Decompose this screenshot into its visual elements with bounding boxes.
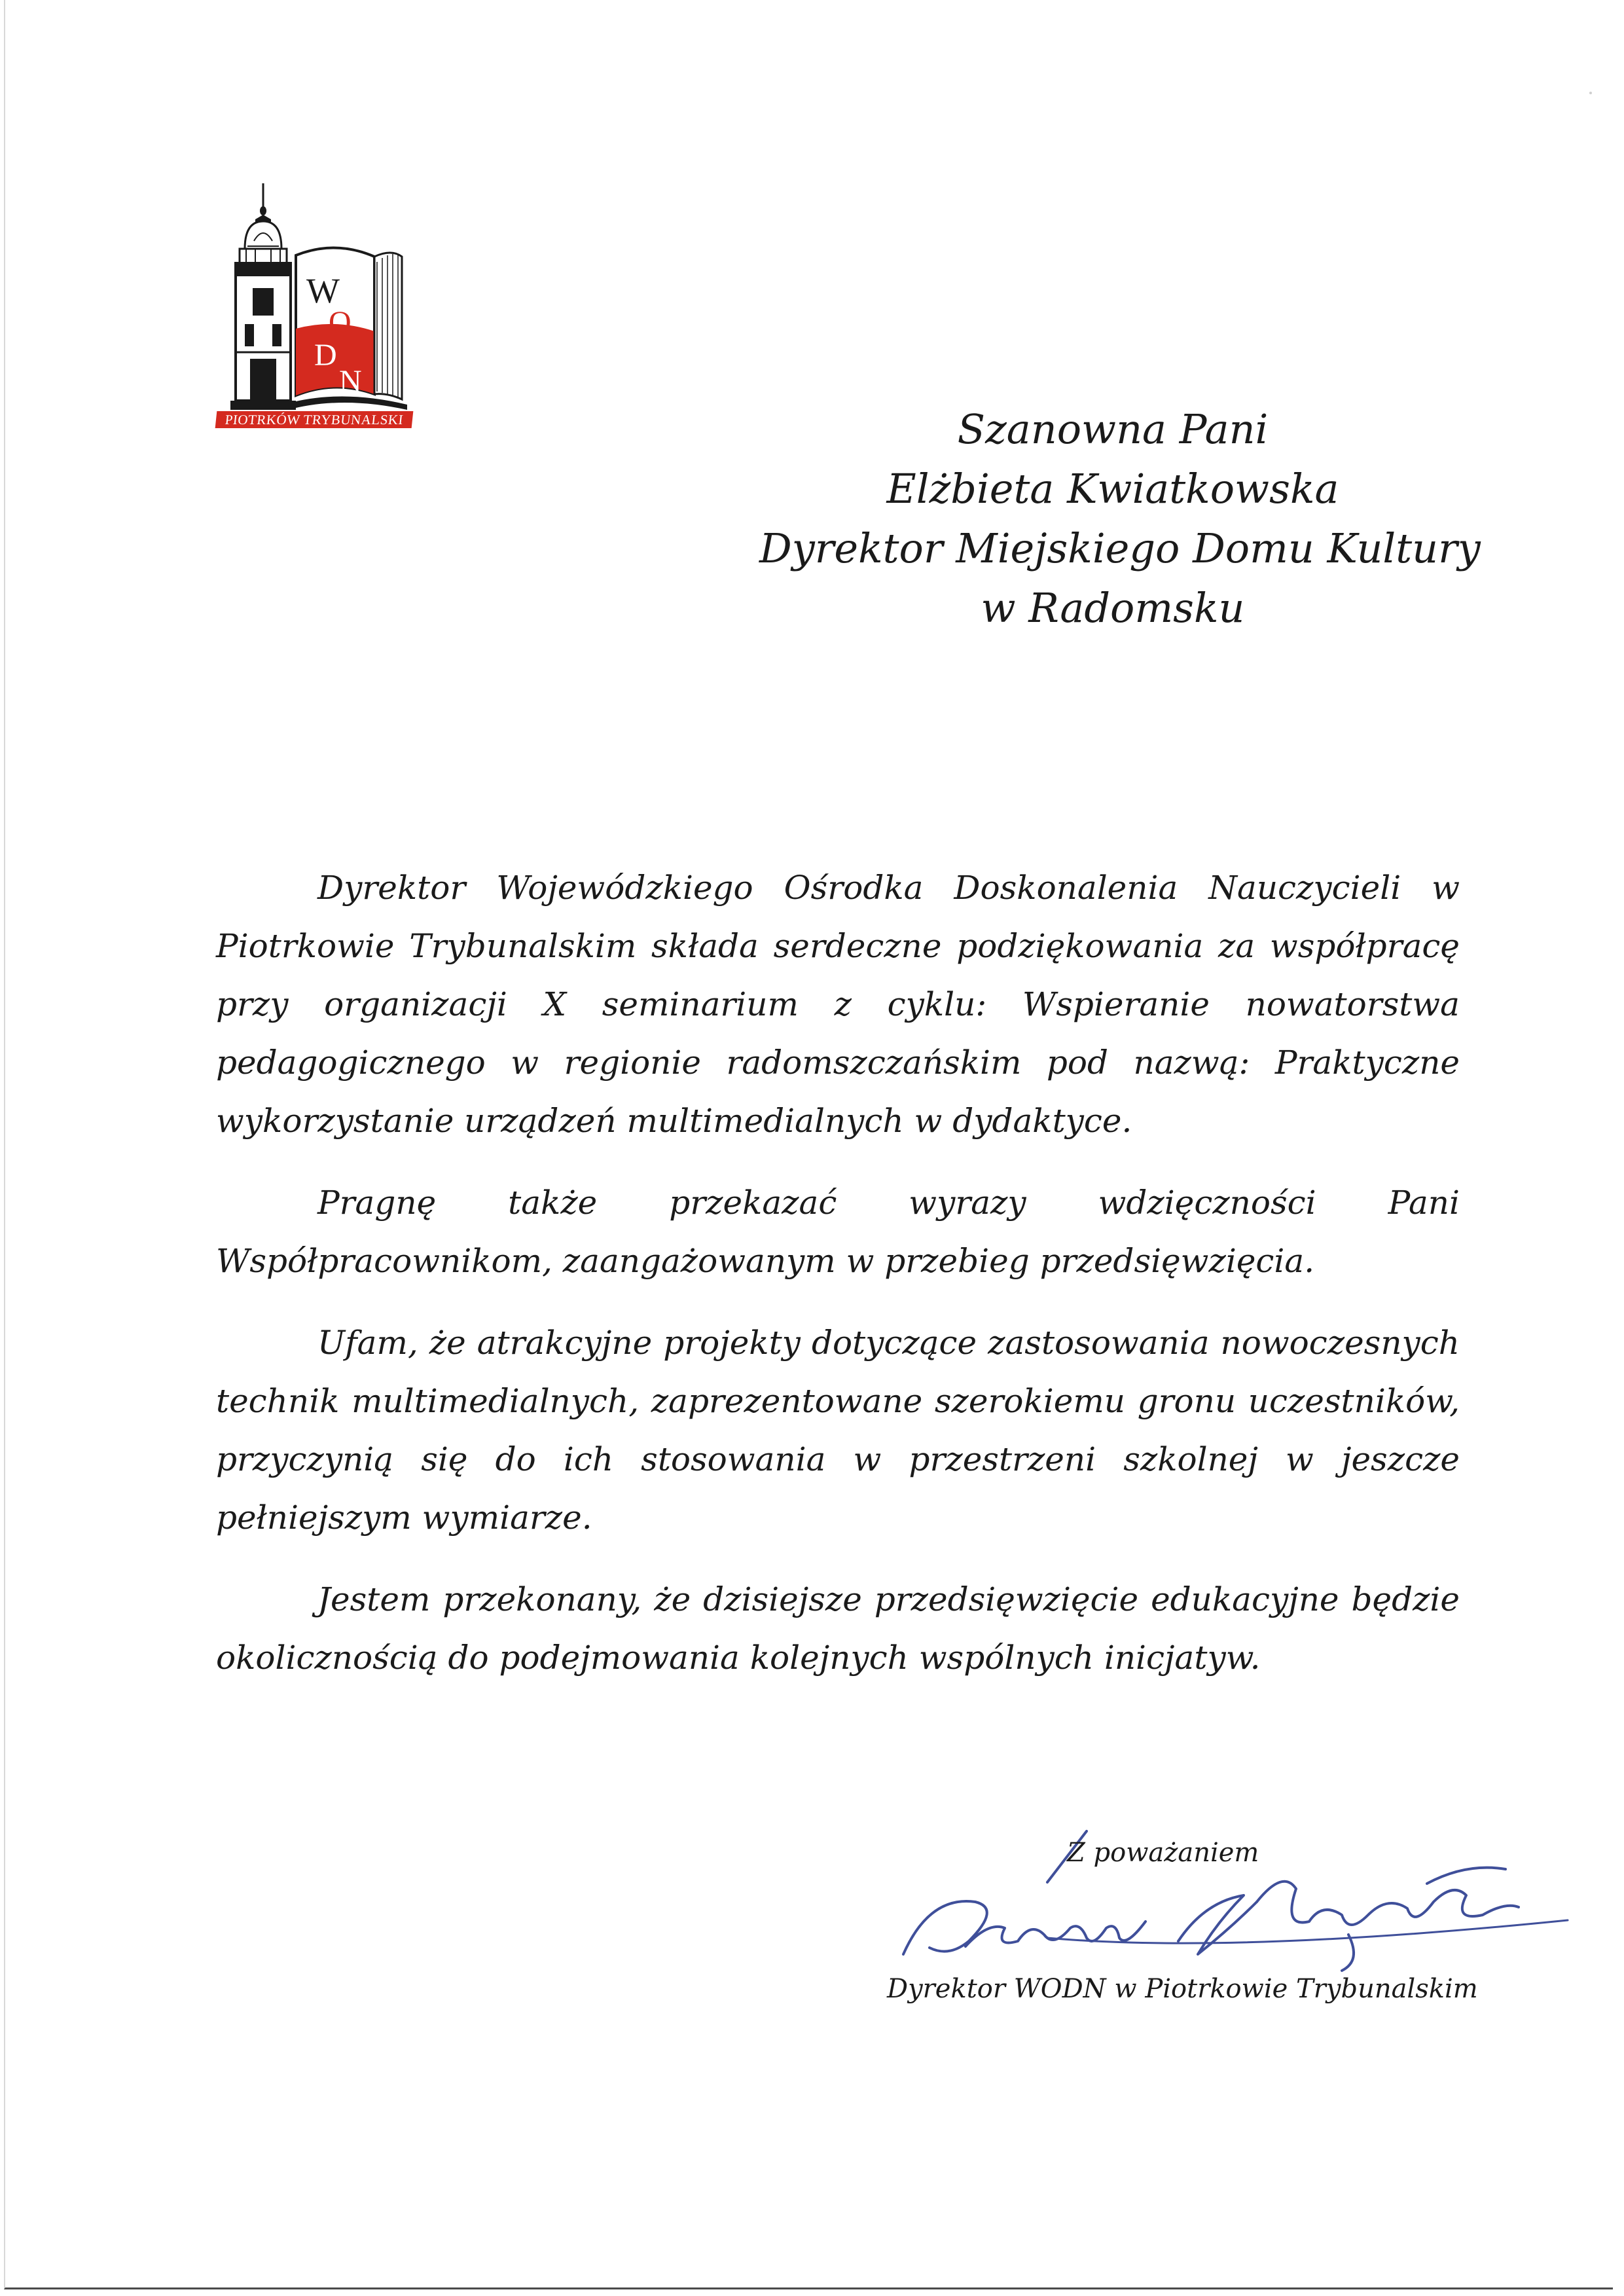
recipient-name: Elżbieta Kwiatkowska — [886, 465, 1339, 513]
svg-text:O: O — [329, 305, 352, 340]
wodn-logo — [211, 183, 419, 439]
logo-caption: PIOTRKÓW TRYBUNALSKI — [215, 411, 414, 428]
svg-text:D: D — [314, 338, 337, 373]
scan-mark — [1589, 92, 1592, 94]
paragraph-1: Dyrektor Wojewódzkiego Ośrodka Doskonalenia Nauczycieli w Piotrkowie Trybunalskim składa serdeczne podziękowania za współpracę przy organizacji X seminarium z cyklu: Wspieranie nowatorstwa pedagogicznego w regionie radomszczańskim pod nazwą: Praktyczne wykorzystanie urządzeń multimedialnych w dydaktyce. — [216, 869, 1460, 1140]
salutation: Szanowna Pani — [957, 405, 1269, 453]
svg-text:W: W — [306, 271, 340, 310]
svg-text:N: N — [339, 364, 362, 399]
recipient-location: w Radomsku — [981, 584, 1245, 632]
signatory-title: Dyrektor WODN w Piotrkowie Trybunalskim — [887, 1974, 1478, 2004]
paragraph-4: Jestem przekonany, że dzisiejsze przedsięwzięcie edukacyjne będzie okolicznością do podejmowania kolejnych wspólnych inicjatyw. — [216, 1580, 1460, 1677]
paragraph-2: Pragnę także przekazać wyrazy wdzięczności Pani Współpracownikom, zaangażowanym w przebieg przedsięwzięcia. — [216, 1184, 1460, 1280]
addressee-block — [759, 399, 1481, 638]
paragraph-3: Ufam, że atrakcyjne projekty dotyczące zastosowania nowoczesnych technik multimedialnych, zaprezentowane szerokiemu gronu uczestników, przyczynią się do ich stosowania w przestrzeni szkolnej w jeszcze pełniejszym wymiarze. — [216, 1324, 1460, 1537]
recipient-title: Dyrektor Miejskiego Domu Kultury — [759, 524, 1481, 572]
letter-body — [216, 859, 1460, 1687]
wodn-tower-book-logo-icon — [211, 183, 419, 439]
closing-greeting: Z poważaniem — [1067, 1838, 1259, 1868]
